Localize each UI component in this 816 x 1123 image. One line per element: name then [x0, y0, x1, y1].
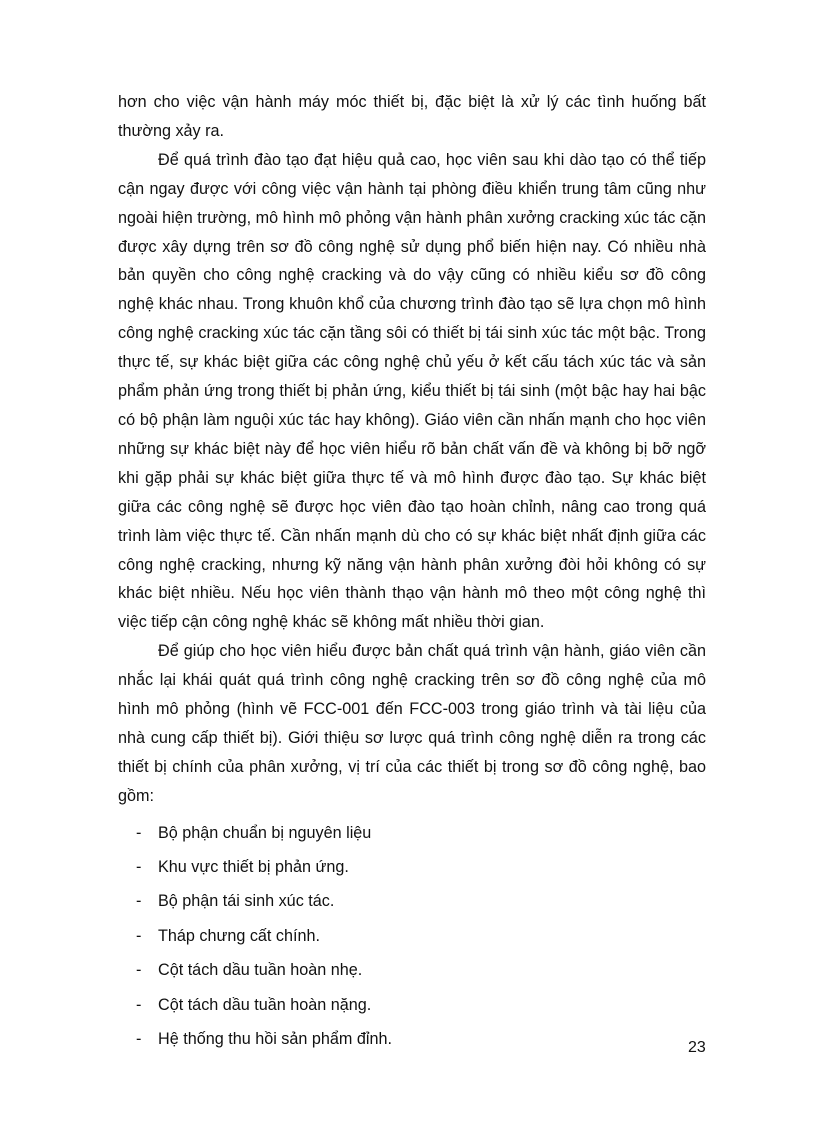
list-item-text: Khu vực thiết bị phản ứng.: [158, 858, 349, 877]
list-bullet: -: [136, 961, 142, 980]
document-page: [118, 88, 706, 1056]
list-bullet: -: [136, 858, 142, 877]
list-item-text: Bộ phận chuẩn bị nguyên liệu: [158, 823, 372, 842]
paragraph-training-approach: Để quá trình đào tạo đạt hiệu quả cao, học viên sau khi dào tạo có thể tiếp cận ngay được với công việc vận hành tại phòng điều khiển trung tâm cũng như ngoài hiện trường, mô hình mô phỏng vận hành phân xưởng cracking xúc tác cặn được xây dựng trên sơ đồ công nghệ sử dụng phổ biến hiện nay. Có nhiều nhà bản quyền cho công nghệ cracking và do vậy cũng có nhiều kiểu sơ đồ công nghệ khác nhau. Trong khuôn khổ của chương trình đào tạo sẽ lựa chọn mô hình công nghệ cracking xúc tác cặn tầng sôi có thiết bị tái sinh xúc tác một bậc. Trong thực tế, sự khác biệt giữa các công nghệ chủ yếu ở kết cấu tách xúc tác và sản phẩm phản ứng trong thiết bị phản ứng, kiểu thiết bị tái sinh (một bậc hay hai bậc có bộ phận làm nguội xúc tác hay không). Giáo viên cần nhấn mạnh cho học viên những sự khác biệt này để học viên hiểu rõ bản chất vấn đề và không bị bỡ ngỡ khi gặp phải sự khác biệt giữa thực tế và mô hình được đào tạo. Sự khác biệt giữa các công nghệ sẽ được học viên đào tạo hoàn chỉnh, nâng cao trong quá trình làm việc thực tế. Cần nhấn mạnh dù cho có sự khác biệt nhất định giữa các công nghệ cracking, nhưng kỹ năng vận hành phân xưởng đòi hỏi không có sự khác biệt nhiều. Nếu học viên thành thạo vận hành mô theo một công nghệ thì việc tiếp cận công nghệ khác sẽ không mất nhiều thời gian.: [118, 150, 706, 632]
paragraph-continuation: hơn cho việc vận hành máy móc thiết bị, đặc biệt là xử lý các tình huống bất thường xảy ra.: [118, 93, 706, 140]
list-item-text: Hệ thống thu hồi sản phẩm đỉnh.: [158, 1030, 392, 1048]
list-bullet: -: [136, 995, 142, 1014]
list-item-text: Bộ phận tái sinh xúc tác.: [158, 892, 335, 911]
list-item: [118, 850, 706, 884]
list-item: [118, 988, 706, 1022]
paragraph-process-overview: Để giúp cho học viên hiểu được bản chất quá trình vận hành, giáo viên cần nhắc lại khái quát quá trình công nghệ cracking trên sơ đồ công nghệ của mô hình mô phỏng (hình vẽ FCC-001 đến FCC-003 trong giáo trình và tài liệu của nhà cung cấp thiết bị). Giới thiệu sơ lược quá trình công nghệ diễn ra trong các thiết bị chính của phân xưởng, vị trí của các thiết bị trong sơ đồ công nghệ, bao gồm:: [118, 642, 706, 805]
list-item-text: Tháp chưng cất chính.: [158, 926, 321, 945]
list-bullet: -: [136, 892, 142, 911]
list-item-text: Cột tách dầu tuần hoàn nặng.: [158, 995, 372, 1014]
list-item: [118, 1022, 706, 1056]
list-item: [118, 953, 706, 987]
list-bullet: -: [136, 926, 142, 945]
list-item: [118, 816, 706, 850]
list-item-text: Cột tách dầu tuần hoàn nhẹ.: [158, 961, 363, 980]
list-bullet: -: [136, 1030, 142, 1048]
list-item: [118, 919, 706, 953]
page-number: 23: [688, 1039, 706, 1056]
list-item: [118, 884, 706, 918]
equipment-list: [118, 816, 706, 1057]
list-bullet: -: [136, 823, 142, 842]
